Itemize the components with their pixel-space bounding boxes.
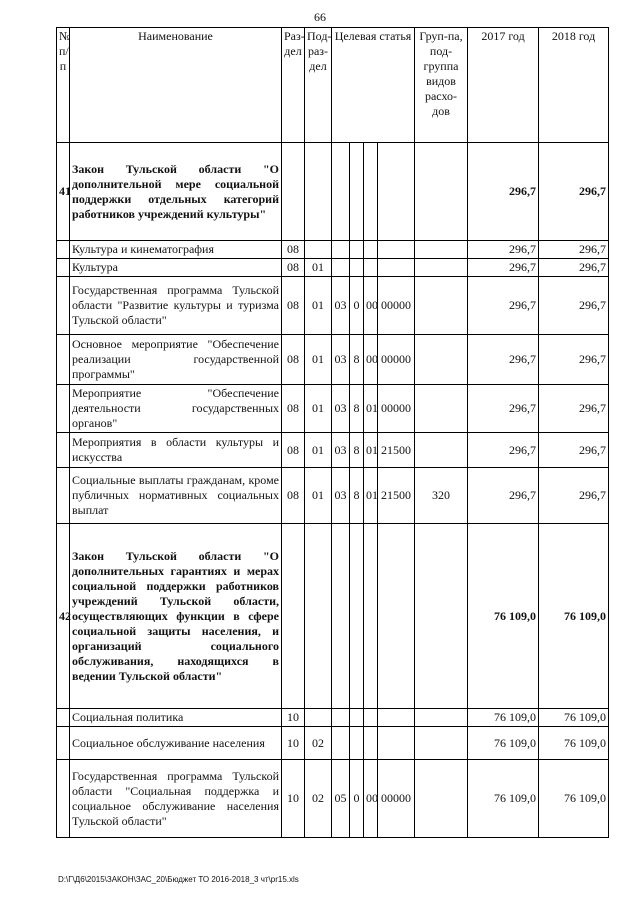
- table-header-row: [57, 28, 609, 143]
- row-target-direction: 00000: [378, 760, 415, 838]
- table-row: [57, 143, 609, 241]
- row-value-2017: 296,7: [468, 143, 539, 241]
- row-target-direction: [378, 241, 415, 259]
- row-target-program: [332, 259, 350, 277]
- row-target-measure: 01: [364, 433, 378, 468]
- row-target-subprogram: 8: [350, 433, 364, 468]
- header-name: Наименование: [70, 28, 282, 143]
- row-razdel: 08: [282, 277, 305, 335]
- row-target-program: [332, 709, 350, 727]
- header-2017: 2017 год: [468, 28, 539, 143]
- table-row: [57, 385, 609, 433]
- row-target-program: [332, 143, 350, 241]
- row-target-subprogram: 0: [350, 760, 364, 838]
- row-target-direction: [378, 727, 415, 760]
- row-podrazdel: [305, 143, 332, 241]
- row-group: [415, 727, 468, 760]
- row-group: [415, 335, 468, 385]
- row-target-direction: [378, 524, 415, 709]
- row-podrazdel: 02: [305, 760, 332, 838]
- row-target-measure: [364, 709, 378, 727]
- row-podrazdel: 01: [305, 433, 332, 468]
- header-target: Целевая статья: [332, 28, 415, 143]
- row-value-2018: 76 109,0: [539, 760, 609, 838]
- row-group: [415, 259, 468, 277]
- row-value-2017: 296,7: [468, 277, 539, 335]
- row-name: Мероприятие "Обеспечение деятельности государственных органов": [70, 385, 282, 433]
- row-target-subprogram: [350, 709, 364, 727]
- row-target-program: [332, 727, 350, 760]
- row-target-measure: 00: [364, 277, 378, 335]
- row-razdel: 10: [282, 709, 305, 727]
- row-razdel: 08: [282, 259, 305, 277]
- row-number: [57, 241, 70, 259]
- row-target-measure: [364, 241, 378, 259]
- row-value-2018: 296,7: [539, 143, 609, 241]
- row-group: 320: [415, 468, 468, 524]
- row-number: 41: [57, 143, 70, 241]
- row-target-direction: 21500: [378, 468, 415, 524]
- row-target-subprogram: 8: [350, 468, 364, 524]
- row-target-direction: 00000: [378, 335, 415, 385]
- header-group: Груп-па, под-группа видов расхо-дов: [415, 28, 468, 143]
- row-target-subprogram: 8: [350, 385, 364, 433]
- row-value-2018: 76 109,0: [539, 727, 609, 760]
- row-group: [415, 385, 468, 433]
- table-row: [57, 241, 609, 259]
- row-name: Социальные выплаты гражданам, кроме публичных нормативных социальных выплат: [70, 468, 282, 524]
- row-target-direction: 00000: [378, 385, 415, 433]
- row-target-program: 03: [332, 335, 350, 385]
- row-podrazdel: 01: [305, 335, 332, 385]
- row-target-program: 03: [332, 277, 350, 335]
- row-number: [57, 335, 70, 385]
- row-podrazdel: [305, 241, 332, 259]
- row-value-2017: 296,7: [468, 241, 539, 259]
- row-value-2018: 296,7: [539, 433, 609, 468]
- row-target-program: 03: [332, 468, 350, 524]
- row-target-subprogram: [350, 524, 364, 709]
- table-row: [57, 335, 609, 385]
- row-target-measure: 01: [364, 468, 378, 524]
- row-name: Закон Тульской области "О дополнительных гарантиях и мерах социальной поддержки работников учреждений Тульской области, осуществляющих функции в сфере социальной защиты населения, и организаций социального обслуживания, находящихся в ведении Тульской области": [70, 524, 282, 709]
- row-group: [415, 709, 468, 727]
- row-value-2018: 296,7: [539, 385, 609, 433]
- row-name: Закон Тульской области "О дополнительной мере социальной поддержки отдельных категорий работников учреждений культуры": [70, 143, 282, 241]
- row-razdel: 08: [282, 241, 305, 259]
- row-target-measure: [364, 259, 378, 277]
- table-row: [57, 468, 609, 524]
- row-target-program: 03: [332, 385, 350, 433]
- row-group: [415, 143, 468, 241]
- row-value-2018: 296,7: [539, 241, 609, 259]
- row-group: [415, 241, 468, 259]
- row-podrazdel: 02: [305, 727, 332, 760]
- row-value-2017: 76 109,0: [468, 709, 539, 727]
- row-value-2018: 76 109,0: [539, 709, 609, 727]
- row-target-direction: [378, 259, 415, 277]
- row-target-subprogram: [350, 241, 364, 259]
- row-value-2017: 296,7: [468, 335, 539, 385]
- footer-file-path: D:\Г\Д6\2015\ЗАКОН\ЗАС_20\Бюджет ТО 2016-2018_3 чт\pr15.xls: [58, 875, 299, 884]
- page-number: 66: [314, 10, 326, 24]
- row-name: Культура и кинематография: [70, 241, 282, 259]
- row-target-direction: [378, 709, 415, 727]
- row-target-program: [332, 241, 350, 259]
- budget-table: [56, 27, 609, 838]
- row-target-subprogram: [350, 727, 364, 760]
- row-target-subprogram: [350, 143, 364, 241]
- row-podrazdel: [305, 524, 332, 709]
- row-number: [57, 385, 70, 433]
- row-number: [57, 433, 70, 468]
- row-number: [57, 709, 70, 727]
- row-podrazdel: [305, 709, 332, 727]
- table-row: [57, 727, 609, 760]
- row-podrazdel: 01: [305, 259, 332, 277]
- row-target-direction: 00000: [378, 277, 415, 335]
- row-group: [415, 760, 468, 838]
- row-razdel: 08: [282, 433, 305, 468]
- row-podrazdel: 01: [305, 468, 332, 524]
- row-target-direction: [378, 143, 415, 241]
- row-target-direction: 21500: [378, 433, 415, 468]
- row-target-subprogram: 8: [350, 335, 364, 385]
- row-value-2018: 76 109,0: [539, 524, 609, 709]
- row-target-measure: 00: [364, 760, 378, 838]
- row-target-measure: 01: [364, 385, 378, 433]
- row-value-2018: 296,7: [539, 468, 609, 524]
- row-target-program: [332, 524, 350, 709]
- row-group: [415, 524, 468, 709]
- table-row: [57, 259, 609, 277]
- row-number: [57, 760, 70, 838]
- row-target-program: 05: [332, 760, 350, 838]
- row-razdel: [282, 524, 305, 709]
- header-razdel: Раз-дел: [282, 28, 305, 143]
- row-number: [57, 468, 70, 524]
- row-target-measure: [364, 727, 378, 760]
- row-name: Государственная программа Тульской области "Социальная поддержка и социальное обслуживание населения Тульской области": [70, 760, 282, 838]
- row-name: Культура: [70, 259, 282, 277]
- row-value-2017: 296,7: [468, 468, 539, 524]
- row-value-2018: 296,7: [539, 335, 609, 385]
- row-number: [57, 727, 70, 760]
- header-num: № п/п: [57, 28, 70, 143]
- row-target-program: 03: [332, 433, 350, 468]
- table-row: [57, 277, 609, 335]
- row-target-measure: 00: [364, 335, 378, 385]
- row-value-2018: 296,7: [539, 259, 609, 277]
- row-name: Государственная программа Тульской области "Развитие культуры и туризма Тульской области": [70, 277, 282, 335]
- row-value-2017: 76 109,0: [468, 760, 539, 838]
- row-name: Основное мероприятие "Обеспечение реализации государственной программы": [70, 335, 282, 385]
- row-name: Мероприятия в области культуры и искусства: [70, 433, 282, 468]
- table-body: [57, 143, 609, 838]
- row-target-measure: [364, 143, 378, 241]
- row-number: [57, 277, 70, 335]
- row-value-2017: 76 109,0: [468, 727, 539, 760]
- row-number: [57, 259, 70, 277]
- row-razdel: 10: [282, 760, 305, 838]
- row-name: Социальная политика: [70, 709, 282, 727]
- row-value-2017: 76 109,0: [468, 524, 539, 709]
- row-group: [415, 277, 468, 335]
- row-value-2018: 296,7: [539, 277, 609, 335]
- row-razdel: [282, 143, 305, 241]
- row-value-2017: 296,7: [468, 259, 539, 277]
- row-razdel: 08: [282, 335, 305, 385]
- row-razdel: 08: [282, 385, 305, 433]
- header-podrazdel: Под-раз-дел: [305, 28, 332, 143]
- table-row: [57, 433, 609, 468]
- table-row: [57, 709, 609, 727]
- row-target-subprogram: 0: [350, 277, 364, 335]
- row-name: Социальное обслуживание населения: [70, 727, 282, 760]
- row-target-subprogram: [350, 259, 364, 277]
- header-2018: 2018 год: [539, 28, 609, 143]
- row-razdel: 10: [282, 727, 305, 760]
- table-row: [57, 760, 609, 838]
- table-row: [57, 524, 609, 709]
- row-value-2017: 296,7: [468, 385, 539, 433]
- row-number: 42: [57, 524, 70, 709]
- row-razdel: 08: [282, 468, 305, 524]
- row-podrazdel: 01: [305, 277, 332, 335]
- row-target-measure: [364, 524, 378, 709]
- row-podrazdel: 01: [305, 385, 332, 433]
- row-group: [415, 433, 468, 468]
- row-value-2017: 296,7: [468, 433, 539, 468]
